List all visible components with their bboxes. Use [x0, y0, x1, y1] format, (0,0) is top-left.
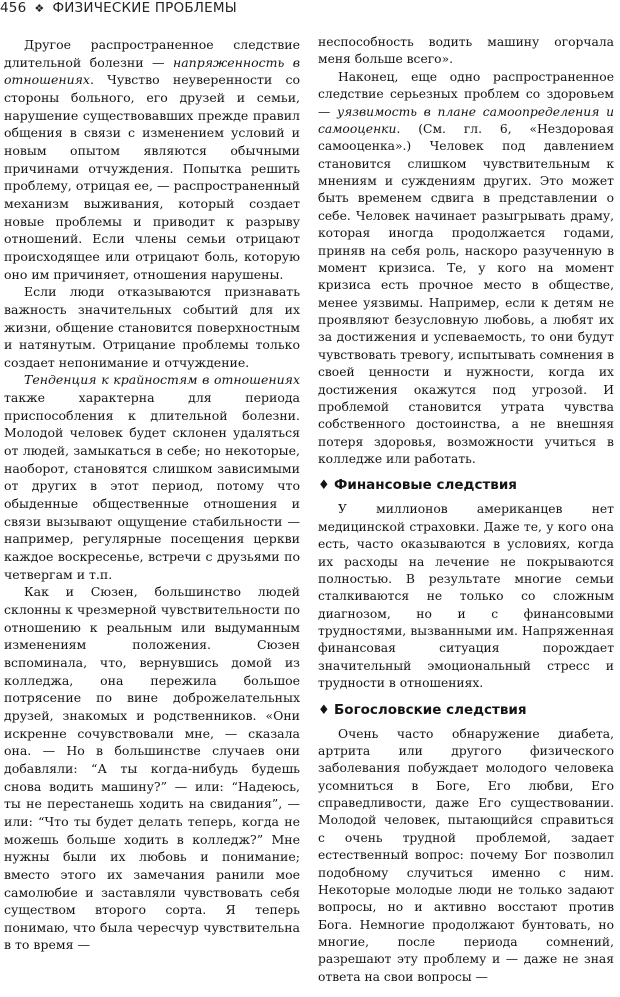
section-heading-theological — [318, 701, 614, 720]
left-column — [4, 36, 300, 954]
running-title: ФИЗИЧЕСКИЕ ПРОБЛЕМЫ — [52, 0, 237, 16]
page-number: 456 — [0, 0, 27, 16]
emphasis-text: Тенденция к крайностям в отношениях — [24, 372, 300, 388]
section-heading-financial — [318, 476, 614, 495]
text-run: Наконец, еще одно распространенное следствие серьезных проблем со здоровьем — — [318, 69, 614, 119]
text-run: . (См. гл. 6, «Нездоровая самооценка».) Человек под давлением становится слишком чувствительным к мнениям и суждениям других. Это может быть временем сдвига в представлении о себе. Человек начинает разыгрывать драму, которая иногда продолжается годами, приняв на себя роль, наскоро разученную в момент кризиса. Те, у кого на момент кризиса есть прочное место в обществе, менее уязвимы. Например, если к детям не проявляют безусловную любовь, а любят их за достижения и успеваемость, то они будут чувствовать тревогу, испытывать сомнения в своей ценности и нужности, когда их достижения окажутся под угрозой. И проблемой становится утрата чувства собственного достоинства, а не внешняя потеря здоровья, возможности учиться в колледже или работать. — [318, 121, 614, 466]
diamond-bullet-icon: ♦ — [318, 478, 330, 494]
paragraph — [4, 36, 300, 283]
running-header — [0, 0, 237, 22]
paragraph: У миллионов американцев нет медицинской страховки. Даже те, у кого она есть, часто оказываются в условиях, когда их расходы на лечение не покрываются полностью. В результате многие семьи сталкиваются не только со сложным диагнозом, но и с финансовыми трудностями, вызванными им. Напряженная финансовая ситуация порождает значительный эмоциональный стресс и трудности в отношениях. — [318, 502, 614, 691]
text-run: Другое распространенное следствие длительной болезни — — [4, 37, 300, 70]
paragraph: Как и Сюзен, большинство людей склонны к чрезмерной чувствительности по отношению к реальным или выдуманным изменениям положения. Сюзен вспоминала, что, вернувшись домой из колледжа, она пережила большое потрясение по вине доброжелательных друзей, знакомых и родственников. «Они искренне сочувствовали мне, — сказала она. — Но в большинстве случаев они добавляли: “А ты когда-нибудь будешь снова водить машину?” — или: “Надеюсь, ты не перестанешь ходить на свидания”, — или: “Что ты будет делать теперь, когда не можешь больше ходить в колледж?” Мне нужны были их любовь и понимание; вместо этого их замечания ранили мое самолюбие и заставляли чувствовать себя существом второго сорта. Я теперь понимаю, что была чересчур чувствительна в то время — — [4, 584, 300, 953]
section-title: Финансовые следствия — [334, 477, 517, 494]
section-title: Богословские следствия — [334, 701, 527, 718]
diamond-bullet-icon: ♦ — [318, 702, 330, 718]
text-run: . Чувство неуверенности со стороны больного, его друзей и семьи, нарушение существовавших прежде правил общения в связи с изменением условий и новым опытом являются обычными причинами отчуждения. Попытка решить проблему, отрицая ее, — распространенный механизм выживания, который создает новые проблемы и приводит к разрыву отношений. Если члены семьи отрицают происходящее или отрицают боль, которую оно им причиняет, отношения нарушены. — [4, 72, 300, 282]
paragraph: Очень часто обнаружение диабета, артрита или другого физического заболевания побуждает молодого человека усомниться в Боге, Его любви, Его справедливости, даже Его существовании. Молодой человек, пытающийся справиться с очень трудной проблемой, задает естественный вопрос: почему Бог позволил подобному случиться именно с ним. Некоторые молодые люди не только задают вопросы, но и активно восстают против Бога. Немногие продолжают бунтовать, но многие, после периода сомнений, разрешают эту проблему и — даже не зная ответа на свои вопросы — — [318, 726, 614, 984]
header-ornament-icon: ❖ — [34, 2, 45, 15]
paragraph-continuation: неспособность водить машину огорчала меня больше всего». — [318, 35, 614, 67]
emphasis-text: уязвимость в плане самоопределения и самооценки — [318, 104, 614, 136]
paragraph: Если люди отказываются признавать важность значительных событий для их жизни, общение становится поверхностным и натянутым. Отрицание проблемы только создает непонимание и отчуждение. — [4, 284, 300, 370]
right-column — [318, 34, 614, 986]
emphasis-text: напряженность в отношениях — [4, 54, 300, 88]
paragraph — [4, 371, 300, 583]
paragraph — [318, 69, 614, 469]
text-run: также характерна для периода приспособления к длительной болезни. Молодой человек будет склонен удаляться от людей, замыкаться в себе; но некоторые, наоборот, становятся слишком зависимыми от других в этот период, потому что обыденные общественные отношения и связи вызывают ощущение стабильности — например, регулярные посещения церкви каждое воскресенье, встречи с друзьями по четвергам и т.п. — [4, 390, 300, 582]
